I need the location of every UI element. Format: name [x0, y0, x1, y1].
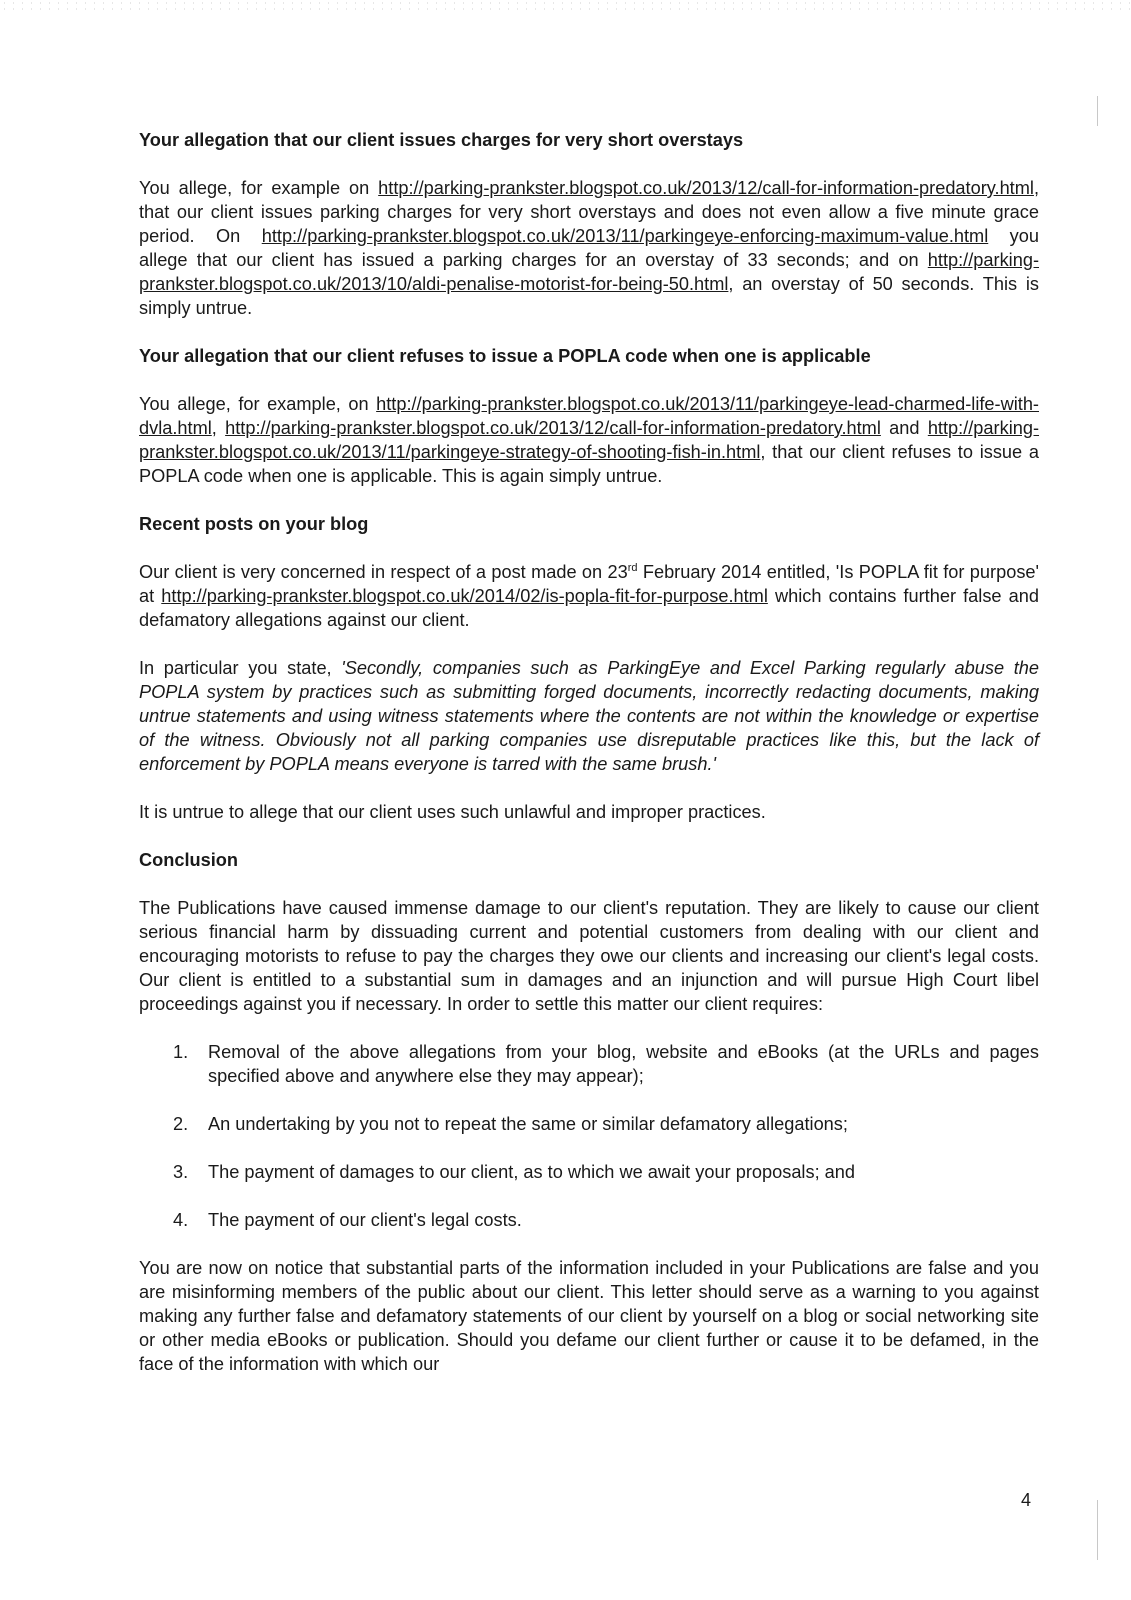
- ordinal-suffix: rd: [627, 561, 638, 574]
- text: which contains further false and defamatory allegations against our client.: [139, 586, 1039, 630]
- list-number: 3.: [173, 1162, 189, 1182]
- paragraph: It is untrue to allege that our client uses such unlawful and improper practices.: [139, 802, 766, 822]
- text: You allege, for example on: [139, 178, 379, 198]
- text: February 2014 entitled, 'Is POPLA fit for purpose' at: [139, 562, 1040, 606]
- list-text: The payment of damages to our client, as to which we await your proposals; and: [208, 1162, 856, 1182]
- list-text: An undertaking by you not to repeat the same or similar defamatory allegations;: [208, 1114, 848, 1134]
- paragraph: You are now on notice that substantial parts of the information included in your Publications are false and you are misinforming members of the public about our client. This letter should serve as a warning to you against making any further false and defamatory statements of our client by yourself on a blog or social networking site or other media eBooks or publication. Should you defame our client further or cause it to be defamed, in the face of the information with which our: [139, 1258, 1039, 1374]
- text: You allege, for example, on: [139, 394, 377, 414]
- paragraph: [139, 656, 1039, 776]
- list-item: [139, 1112, 1039, 1136]
- url-link[interactable]: http://parking-prankster.blogspot.co.uk/2013/11/parkingeye-enforcing-maximum-value.html: [261, 226, 989, 246]
- list-item: [139, 1208, 1039, 1232]
- text: In particular you state,: [139, 658, 342, 678]
- list-text: The payment of our client's legal costs.: [208, 1210, 522, 1230]
- section-heading: Your allegation that our client refuses to issue a POPLA code when one is applicable: [139, 346, 871, 366]
- section-heading: Conclusion: [139, 850, 239, 870]
- paragraph: [139, 176, 1039, 320]
- text: , that our client issues parking charges for very short overstays and does not even allow a five minute grace period. On: [139, 178, 1039, 246]
- list-number: 1.: [173, 1042, 189, 1062]
- paragraph: [139, 392, 1039, 488]
- margin-mark: [1097, 1500, 1098, 1560]
- list-text: Removal of the above allegations from your blog, website and eBooks (at the URLs and pages specified above and anywhere else they may appear);: [208, 1042, 1039, 1086]
- list-item: [139, 1040, 1039, 1088]
- text: you allege that our client has issued a parking charges for an overstay of 33 seconds; and on: [139, 226, 1039, 270]
- letter-page: [139, 128, 1039, 1400]
- url-link[interactable]: http://parking-prankster.blogspot.co.uk/2013/11/parkingeye-strategy-of-shooting-fish-in.html: [139, 418, 1040, 462]
- list-item: [139, 1160, 1039, 1184]
- text: ,: [211, 418, 226, 438]
- text: Our client is very concerned in respect of a post made on 23: [139, 562, 628, 582]
- url-link[interactable]: http://parking-prankster.blogspot.co.uk/2013/12/call-for-information-predatory.html: [225, 418, 881, 438]
- url-link[interactable]: http://parking-prankster.blogspot.co.uk/2014/02/is-popla-fit-for-purpose.html: [161, 586, 768, 606]
- url-link[interactable]: http://parking-prankster.blogspot.co.uk/2013/11/parkingeye-lead-charmed-life-with-dvla.html: [139, 394, 1039, 438]
- paragraph: [139, 560, 1039, 632]
- quoted-text: 'Secondly, companies such as ParkingEye and Excel Parking regularly abuse the POPLA system by practices such as submitting forged documents, incorrectly redacting documents, making untrue statements and using witness statements where the contents are not within the knowledge or expertise of the witness. Obviously not all parking companies use disreputable practices like this, but the lack of enforcement by POPLA means everyone is tarred with the same brush.': [139, 658, 1039, 774]
- text: , that our client refuses to issue a POPLA code when one is applicable. This is again simply untrue.: [139, 442, 1039, 486]
- margin-mark: [1097, 96, 1098, 126]
- scan-artifact: [0, 0, 1131, 12]
- url-link[interactable]: http://parking-prankster.blogspot.co.uk/2013/12/call-for-information-predatory.html: [378, 178, 1034, 198]
- text: and: [880, 418, 928, 438]
- requirements-list: [139, 1040, 1039, 1232]
- list-number: 2.: [173, 1114, 189, 1134]
- section-heading: Recent posts on your blog: [139, 514, 369, 534]
- list-number: 4.: [173, 1210, 189, 1230]
- paragraph: The Publications have caused immense damage to our client's reputation. They are likely to cause our client serious financial harm by dissuading current and potential customers from dealing with our client and encouraging motorists to refuse to pay the charges they owe our clients and increasing our client's legal costs. Our client is entitled to a substantial sum in damages and an injunction and will pursue High Court libel proceedings against you if necessary. In order to settle this matter our client requires:: [139, 898, 1039, 1014]
- page-number: 4: [1021, 1490, 1032, 1510]
- url-link[interactable]: http://parking-prankster.blogspot.co.uk/2013/10/aldi-penalise-motorist-for-being-50.html: [139, 250, 1039, 294]
- section-heading: Your allegation that our client issues charges for very short overstays: [139, 130, 744, 150]
- text: , an overstay of 50 seconds. This is simply untrue.: [139, 274, 1039, 318]
